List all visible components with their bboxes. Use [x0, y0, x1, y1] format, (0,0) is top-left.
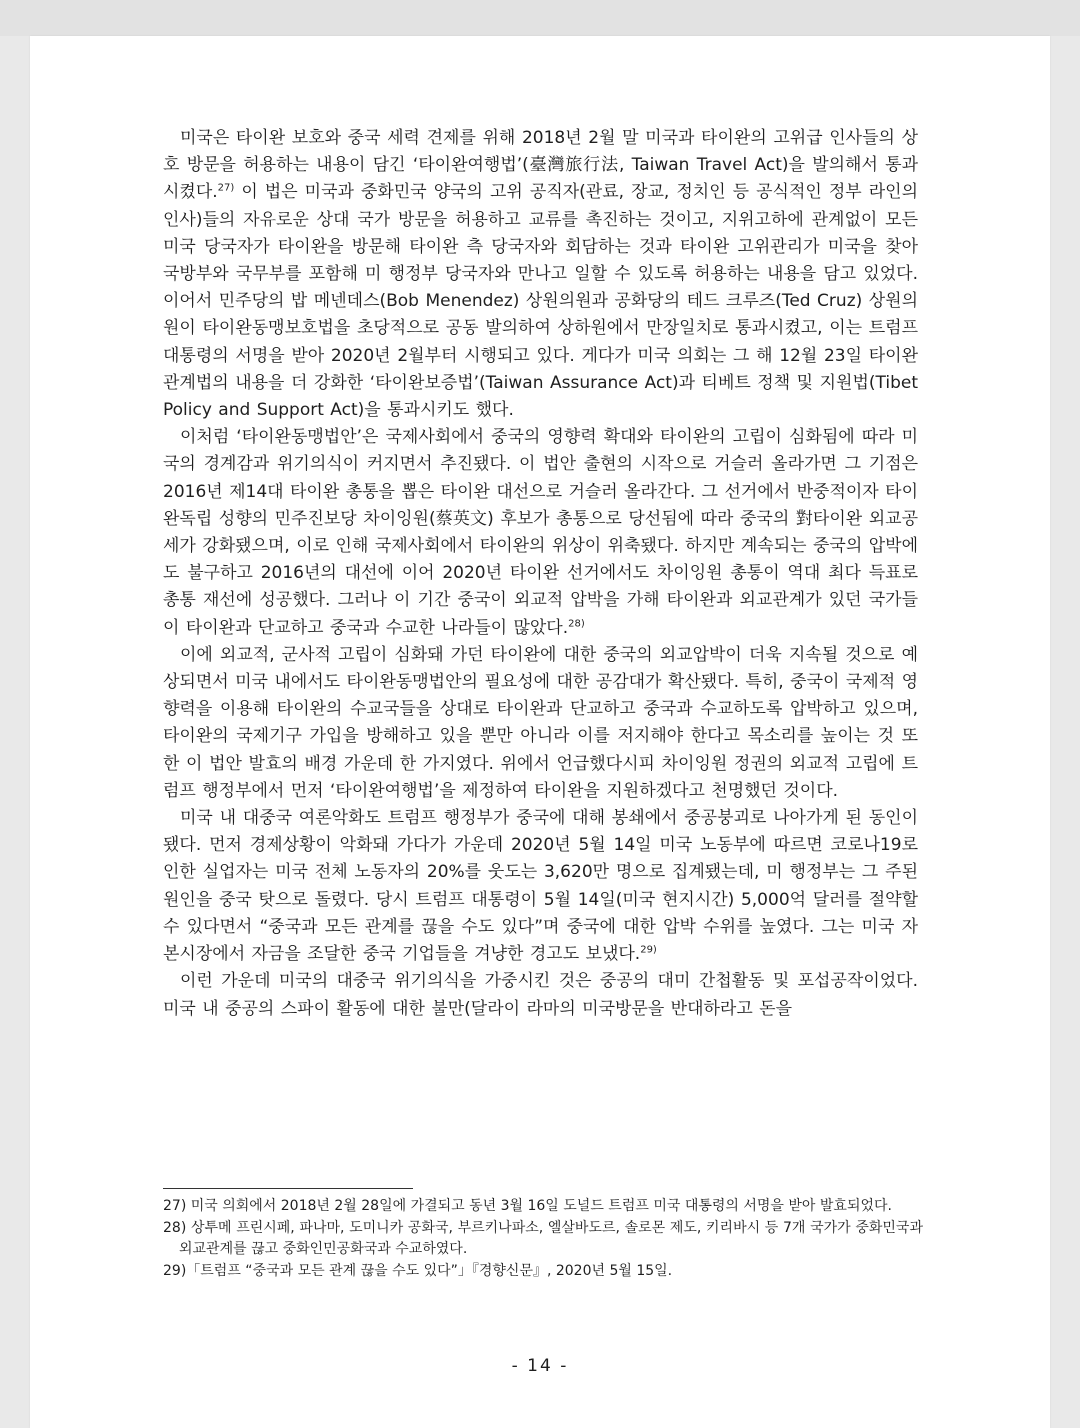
footnote-ref-27[interactable]: 27): [217, 182, 235, 194]
footnote-28: 28) 상투메 프린시페, 파나마, 도미니카 공화국, 부르키나파소, 엘살바도르, 솔로몬 제도, 키리바시 등 7개 국가가 중화민국과 외교관계를 끊고 중화인민공화국과 수교하였다.: [163, 1219, 923, 1257]
body-text: [163, 125, 918, 1023]
paragraph-5-text: 이런 가운데 미국의 대중국 위기의식을 가중시킨 것은 중공의 대미 간첩활동 및 포섭공작이었다. 미국 내 중공의 스파이 활동에 대한 불만(달라이 라마의 미국방문을 반대하라고 돈을: [163, 971, 918, 1019]
footnote-ref-28[interactable]: 28): [568, 618, 585, 629]
paragraph-2: [163, 424, 918, 642]
footnote-29: 29)「트럼프 “중국과 모든 관계 끊을 수도 있다”」『경향신문』, 2020년 5월 15일.: [163, 1262, 673, 1279]
paragraph-4: [163, 805, 918, 968]
viewer-top-bar: [0, 0, 1080, 36]
footnote-ref-29[interactable]: 29): [640, 944, 657, 956]
paragraph-2-text: 이처럼 ‘타이완동맹법안’은 국제사회에서 중국의 영향력 확대와 타이완의 고립이 심화됨에 따라 미국의 경계감과 위기의식이 커지면서 추진됐다. 이 법안 출현의 시작으로 거슬러 올라가면 그 기점은 2016년 제14대 타이완 총통을 뽑은 타이완 대선으로 거슬러 올라간다. 그 선거에서 반중적이자 타이완독립 성향의 민주진보당 차이잉원(蔡英文) 후보가 총통으로 당선됨에 따라 중국의 對타이완 외교공세가 강화됐으며, 이로 인해 국제사회에서 타이완의 위상이 위축됐다. 하지만 계속되는 중국의 압박에도 불구하고 2016년의 대선에 이어 2020년 타이완 선거에서도 차이잉원 총통이 역대 최다 득표로 총통 재선에 성공했다. 그러나 이 기간 중국이 외교적 압박을 가해 타이완과 외교관계가 있던 국가들이 타이완과 단교하고 중국과 수교한 나라들이 많았다.: [163, 427, 918, 638]
paragraph-4-text: 미국 내 대중국 여론악화도 트럼프 행정부가 중국에 대해 봉쇄에서 중공붕괴로 나아가게 된 동인이 됐다. 먼저 경제상황이 악화돼 가다가 가운데 2020년 5월 14일 미국 노동부에 따르면 코로나19로 인한 실업자는 미국 전체 노동자의 20%를 웃도는 3,620만 명으로 집계됐는데, 미 행정부는 그 주된 원인을 중국 탓으로 돌렸다. 당시 트럼프 대통령이 5월 14일(미국 현지시간) 5,000억 달러를 절약할 수 있다면서 “중국과 모든 관계를 끊을 수도 있다”며 중국에 대한 압박 수위를 높였다. 그는 미국 자본시장에서 자금을 조달한 중국 기업들을 겨냥한 경고도 보냈다.: [163, 808, 918, 965]
footnote-divider: [163, 1188, 413, 1189]
page-number: - 14 -: [511, 1356, 569, 1376]
paragraph-3-text: 이에 외교적, 군사적 고립이 심화돼 가던 타이완에 대한 중국의 외교압박이 더욱 지속될 것으로 예상되면서 미국 내에서도 타이완동맹법안의 필요성에 대한 공감대가 확산됐다. 특히, 중국이 국제적 영향력을 이용해 타이완의 수교국들을 상대로 타이완과 단교하고 중국과 수교하도록 압박하고 있으며, 타이완의 국제기구 가입을 방해하고 있을 뿐만 아니라 이를 저지해야 한다고 목소리를 높이는 것 또한 이 법안 발효의 배경 가운데 한 가지였다. 위에서 언급했다시피 차이잉원 정권의 외교적 고립에 트럼프 행정부에서 먼저 ‘타이완여행법’을 제정하여 타이완을 지원하겠다고 천명했던 것이다.: [163, 644, 918, 801]
paragraph-5: [163, 968, 918, 1022]
paragraph-1-text-continued: 이 법은 미국과 중화민국 양국의 고위 공직자(관료, 장교, 정치인 등 공식적인 정부 라인의 인사)들의 자유로운 상대 국가 방문을 허용하고 교류를 촉진하는 것이고, 지위고하에 관계없이 모든 미국 당국자가 타이완을 방문해 타이완 측 당국자와 회담하는 것과 타이완 고위관리가 미국을 찾아 국방부와 국무부를 포함해 미 행정부 당국자와 만나고 일할 수 있도록 허용하는 내용을 담고 있었다. 이어서 민주당의 밥 메넨데스(Bob Menendez) 상원의원과 공화당의 테드 크루즈(Ted Cruz) 상원의원이 타이완동맹보호법을 초당적으로 공동 발의하여 상하원에서 만장일치로 통과시켰고, 이는 트럼프 대통령의 서명을 받아 2020년 2월부터 시행되고 있다. 게다가 미국 의회는 그 해 12월 23일 타이완관계법의 내용을 더 강화한 ‘타이완보증법’(Taiwan Assurance Act)과 티베트 정책 및 지원법(Tibet Policy and Support Act)을 통과시키도 했다.: [163, 182, 918, 421]
paragraph-1-text: 미국은 타이완 보호와 중국 세력 견제를 위해 2018년 2월 말 미국과 타이완의 고위급 인사들의 상호 방문을 허용하는 내용이 담긴 ‘타이완여행법’(臺灣旅行法, Taiwan Travel Act)을 발의해서 통과시켰다.: [163, 128, 918, 203]
footnotes: [163, 1196, 923, 1282]
paragraph-1: [163, 125, 918, 424]
paragraph-3: [163, 642, 918, 805]
footnote-27: 27) 미국 의회에서 2018년 2월 28일에 가결되고 동년 3월 16일 도널드 트럼프 미국 대통령의 서명을 받아 발효되었다.: [163, 1198, 892, 1214]
document-page: [30, 36, 1050, 1428]
